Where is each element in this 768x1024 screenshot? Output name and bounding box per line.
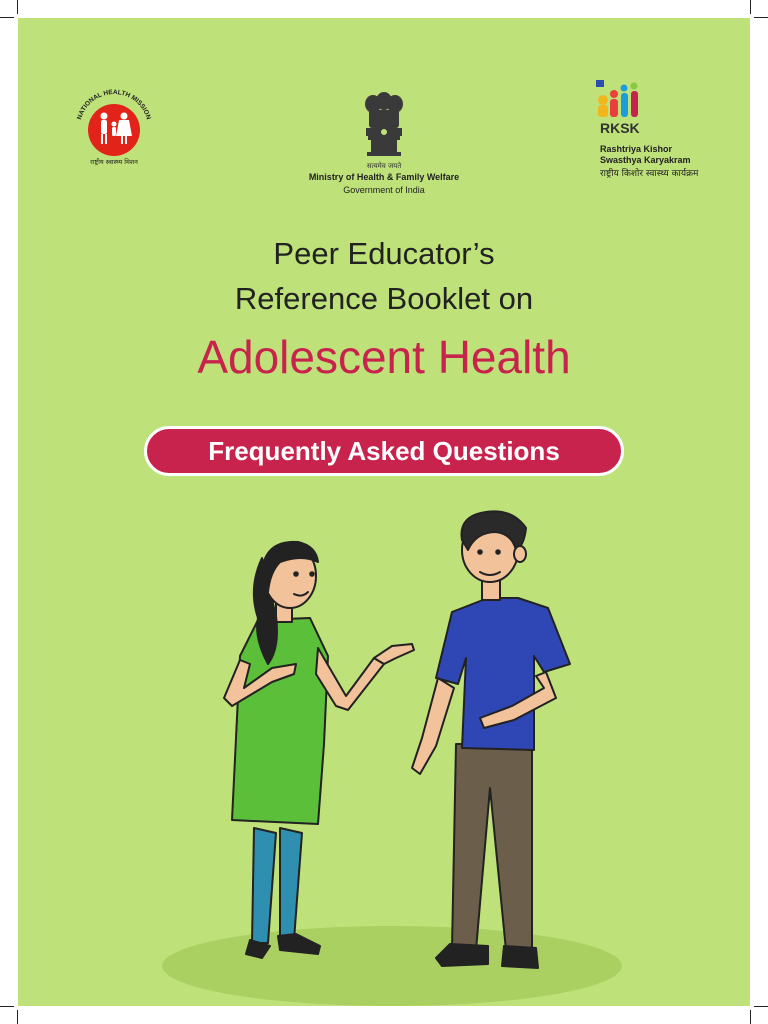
faq-banner: Frequently Asked Questions bbox=[144, 426, 624, 476]
rksk-line1: Rashtriya Kishor bbox=[600, 144, 673, 154]
rksk-abbr: RKSK bbox=[600, 120, 640, 136]
boy-figure bbox=[412, 511, 570, 968]
nhm-arc-text: NATIONAL HEALTH MISSION bbox=[76, 88, 152, 121]
rksk-logo bbox=[590, 76, 740, 186]
rksk-line2: Swasthya Karyakram bbox=[600, 155, 691, 165]
national-emblem-icon bbox=[359, 90, 409, 160]
cover-page bbox=[18, 18, 750, 1006]
title-main: Adolescent Health bbox=[197, 331, 571, 383]
nhm-hindi-text: राष्ट्रीय स्वास्थ्य मिशन bbox=[90, 158, 138, 166]
ground-shadow bbox=[162, 926, 622, 1006]
ministry-name: Ministry of Health & Family Welfare bbox=[308, 172, 460, 182]
title-line-1: Peer Educator’s bbox=[273, 236, 495, 271]
rksk-hindi: राष्ट्रीय किशोर स्वास्थ्य कार्यक्रम bbox=[600, 169, 699, 179]
peer-educators-illustration bbox=[18, 488, 750, 1006]
emblem-motto: सत्यमेव जयते bbox=[366, 162, 402, 170]
title-line-2: Reference Booklet on bbox=[234, 281, 534, 316]
girl-figure bbox=[224, 542, 414, 958]
government-name: Government of India bbox=[343, 185, 425, 195]
rksk-figures-icon bbox=[592, 76, 652, 120]
